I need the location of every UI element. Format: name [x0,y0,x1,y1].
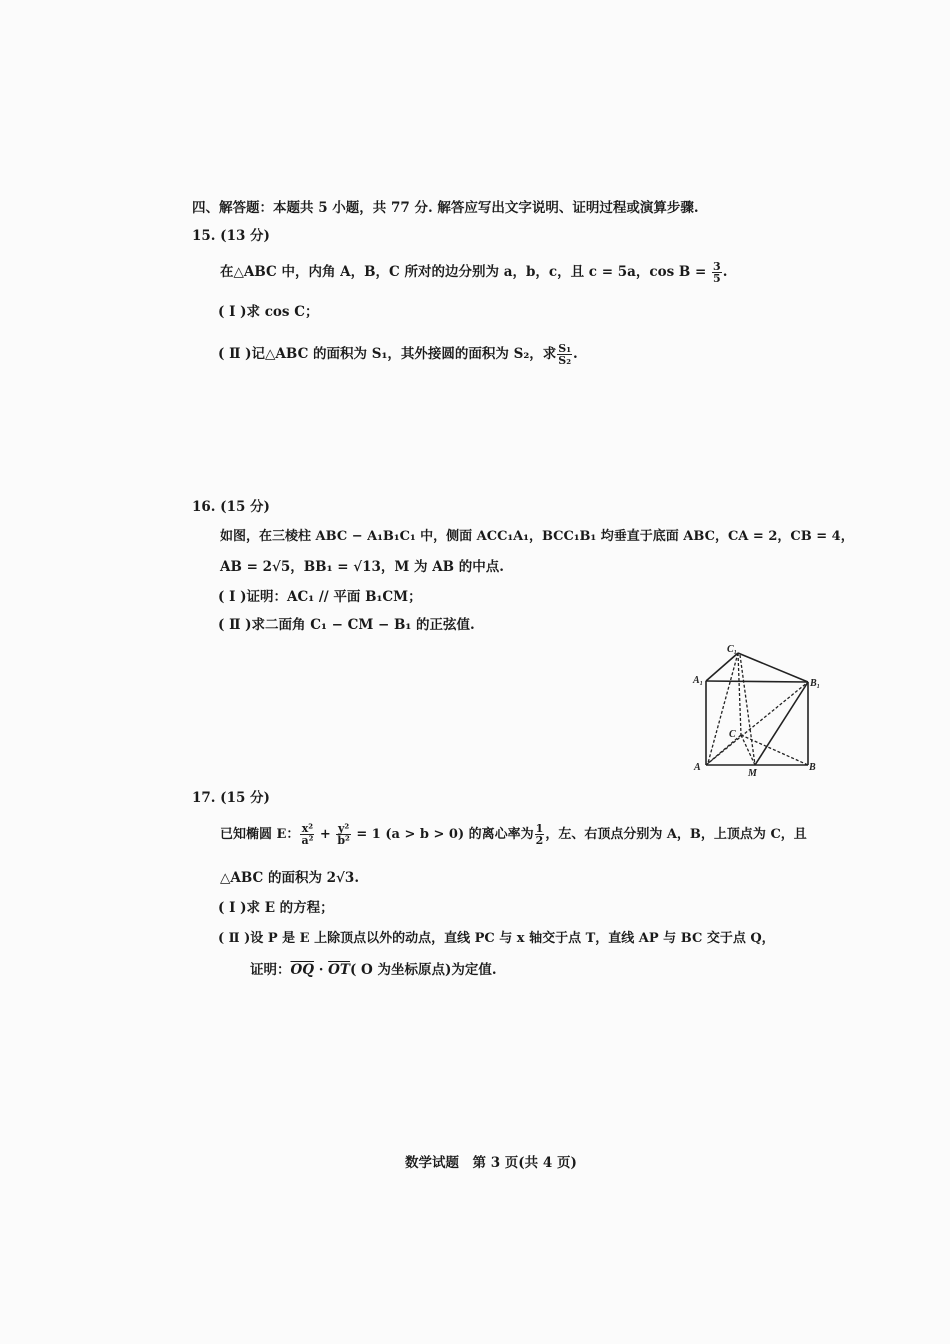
vector-ot: $\overline{OT}$ [328,962,350,978]
proof-text: ( O 为坐标原点)为定值. [349,962,497,978]
proof-text: 证明： [250,962,291,978]
edge-a1b1 [706,681,808,682]
denominator: a² [301,834,314,847]
q16-line1: 如图，在三棱柱 ABC − A₁B₁C₁ 中，侧面 ACC₁A₁，BCC₁B₁ 均垂直于底面 ABC，CA = 2，CB = 4， [220,529,854,544]
q17-part2: ( Ⅱ )设 P 是 E 上除顶点以外的动点，直线 PC 与 x 轴交于点 T，直线 AP 与 BC 交于点 Q， [218,931,775,946]
q16-part1: ( Ⅰ )证明：AC₁ // 平面 B₁CM； [218,589,422,605]
numerator: 1 [535,822,544,835]
label-b1: B₁ [810,678,821,689]
label-m: M [748,768,757,779]
q17-stem-text: ，左、右顶点分别为 A，B，上顶点为 C，且 [545,827,807,842]
numerator: x² [301,822,314,835]
plus: + [315,827,336,842]
q17-title: 17. (15 分) [192,790,270,806]
label-c1: C₁ [727,644,738,655]
vector-oq: $\overline{OQ}$ [290,962,315,978]
edge-c1m [740,655,755,765]
denominator: S₂ [558,354,572,367]
q16-line2: AB = 2√5，BB₁ = √13，M 为 AB 的中点. [220,559,504,575]
fraction-y [336,823,351,846]
fraction-x [300,823,314,846]
label-a: A [694,762,701,773]
label-c: C [729,729,736,740]
edge-cb [741,735,808,765]
q17-stem-text: 已知椭圆 E： [220,827,300,842]
q16-part2: ( Ⅱ )求二面角 C₁ − CM − B₁ 的正弦值. [218,617,475,633]
q15-stem-text: 在△ABC 中，内角 A，B，C 所对的边分别为 a，b，c，且 c = 5a，cos B = [220,264,712,280]
q17-stem [220,823,807,846]
section-header: 四、解答题：本题共 5 小题，共 77 分. 解答应写出文字说明、证明过程或演算步骤. [192,200,699,216]
dot: · [314,962,329,978]
period: . [573,346,578,362]
q15-title: 15. (13 分) [192,228,270,244]
q17-part1: ( Ⅰ )求 E 的方程； [218,900,334,916]
numerator: S₁ [558,342,572,355]
q16-title: 16. (15 分) [192,499,270,515]
edge-c1c [738,653,741,735]
period: . [722,264,728,280]
denominator: b² [337,834,350,847]
numerator: y² [337,822,350,835]
numerator: 3 [713,260,721,273]
q17-stem-text: = 1 (a > b > 0) 的离心率为 [351,827,534,842]
label-b: B [809,762,816,773]
q15-part1: ( Ⅰ )求 cos C； [218,304,319,320]
q17-part2-proof [250,961,497,979]
denominator: 2 [535,834,544,847]
q17-line2: △ABC 的面积为 2√3. [220,870,360,886]
denominator: 5 [713,272,721,285]
edge-c1b1 [738,653,808,682]
edge-c1a [708,653,738,763]
edge-b1m [755,682,808,765]
q15-part2-text: ( Ⅱ )记△ABC 的面积为 S₁，其外接圆的面积为 S₂，求 [218,346,557,362]
edge-a1c1 [706,653,738,681]
fraction-e [535,823,545,846]
label-a1: A₁ [693,675,704,686]
page-footer: 数学试题 第 3 页(共 4 页) [405,1155,577,1171]
